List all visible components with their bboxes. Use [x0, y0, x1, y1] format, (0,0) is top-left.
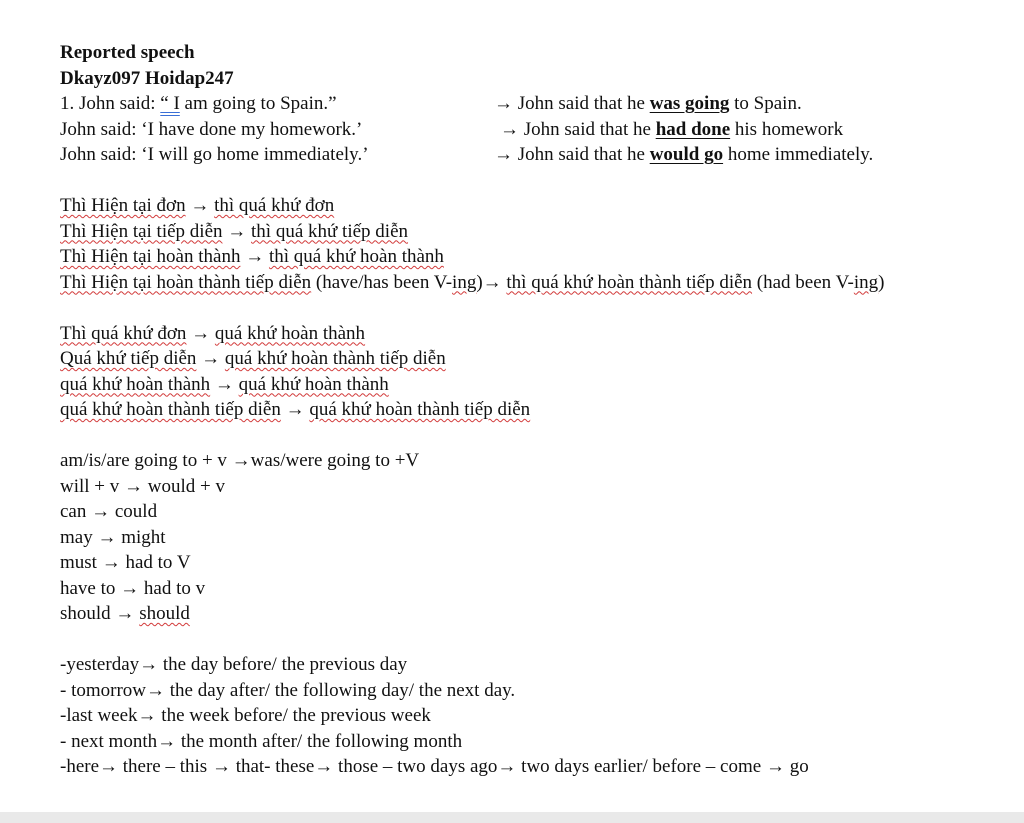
modal-rule: may → might — [60, 526, 166, 548]
example-direct: John said: ‘I will go home immediately.’ — [60, 144, 369, 165]
time-word-rule: -here→ there – this → that- these→ those – two days ago→ two days earlier/ before – come → go — [60, 756, 809, 777]
example-direct: John said: ‘I have done my homework.’ — [60, 118, 363, 140]
time-word-rule: -yesterday→ the day before/ the previous day — [60, 654, 408, 675]
example-reported: → John said that he had done his homework — [500, 118, 844, 140]
document-title: Reported speech — [60, 42, 195, 63]
modal-rule: have to → had to v — [60, 577, 206, 599]
tense-rule: quá khứ hoàn thành tiếp diễn → quá khứ hoàn thành tiếp diễn — [60, 399, 531, 420]
tense-rule: Thì Hiện tại tiếp diễn → thì quá khứ tiếp diễn — [60, 220, 409, 242]
time-word-rule: -last week→ the week before/ the previous week — [60, 705, 431, 726]
document-body — [60, 40, 1000, 780]
tense-rule: Thì Hiện tại hoàn thành → thì quá khứ hoàn thành — [60, 246, 444, 267]
document-author: Dkayz097 Hoidap247 — [60, 67, 234, 89]
tense-rule: Thì Hiện tại hoàn thành tiếp diễn (have/has been V-ing)→ thì quá khứ hoàn thành tiếp diễn (had been V-ing) — [60, 271, 885, 293]
example-row — [60, 117, 1000, 143]
tense-rule: Thì quá khứ đơn → quá khứ hoàn thành — [60, 322, 366, 344]
example-row — [60, 91, 1000, 117]
time-word-rule: - next month→ the month after/ the following month — [60, 730, 463, 752]
reported-verb: was going — [649, 93, 730, 114]
modal-rule: must → had to V — [60, 552, 191, 573]
time-word-rule: - tomorrow→ the day after/ the following day/ the next day. — [60, 679, 516, 701]
tense-rule: Thì Hiện tại đơn → thì quá khứ đơn — [60, 195, 335, 216]
modal-rule: can → could — [60, 501, 158, 522]
quote-mark: “ I — [160, 93, 180, 114]
reported-verb: would go — [649, 144, 724, 165]
modal-rule: will + v → would + v — [60, 475, 225, 497]
example-reported: → John said that he was going to Spain. — [494, 93, 802, 114]
modal-rule: should → should — [60, 603, 190, 624]
modal-rule: am/is/are going to + v →was/were going to +V — [60, 450, 420, 471]
example-direct: 1. John said: “ I am going to Spain.” — [60, 93, 337, 114]
example-reported: → John said that he would go home immediately. — [494, 144, 874, 165]
tense-rule: Quá khứ tiếp diễn → quá khứ hoàn thành tiếp diễn — [60, 348, 446, 369]
example-row — [60, 142, 1000, 168]
reported-verb: had done — [655, 118, 731, 140]
tense-rule: quá khứ hoàn thành → quá khứ hoàn thành — [60, 373, 389, 395]
